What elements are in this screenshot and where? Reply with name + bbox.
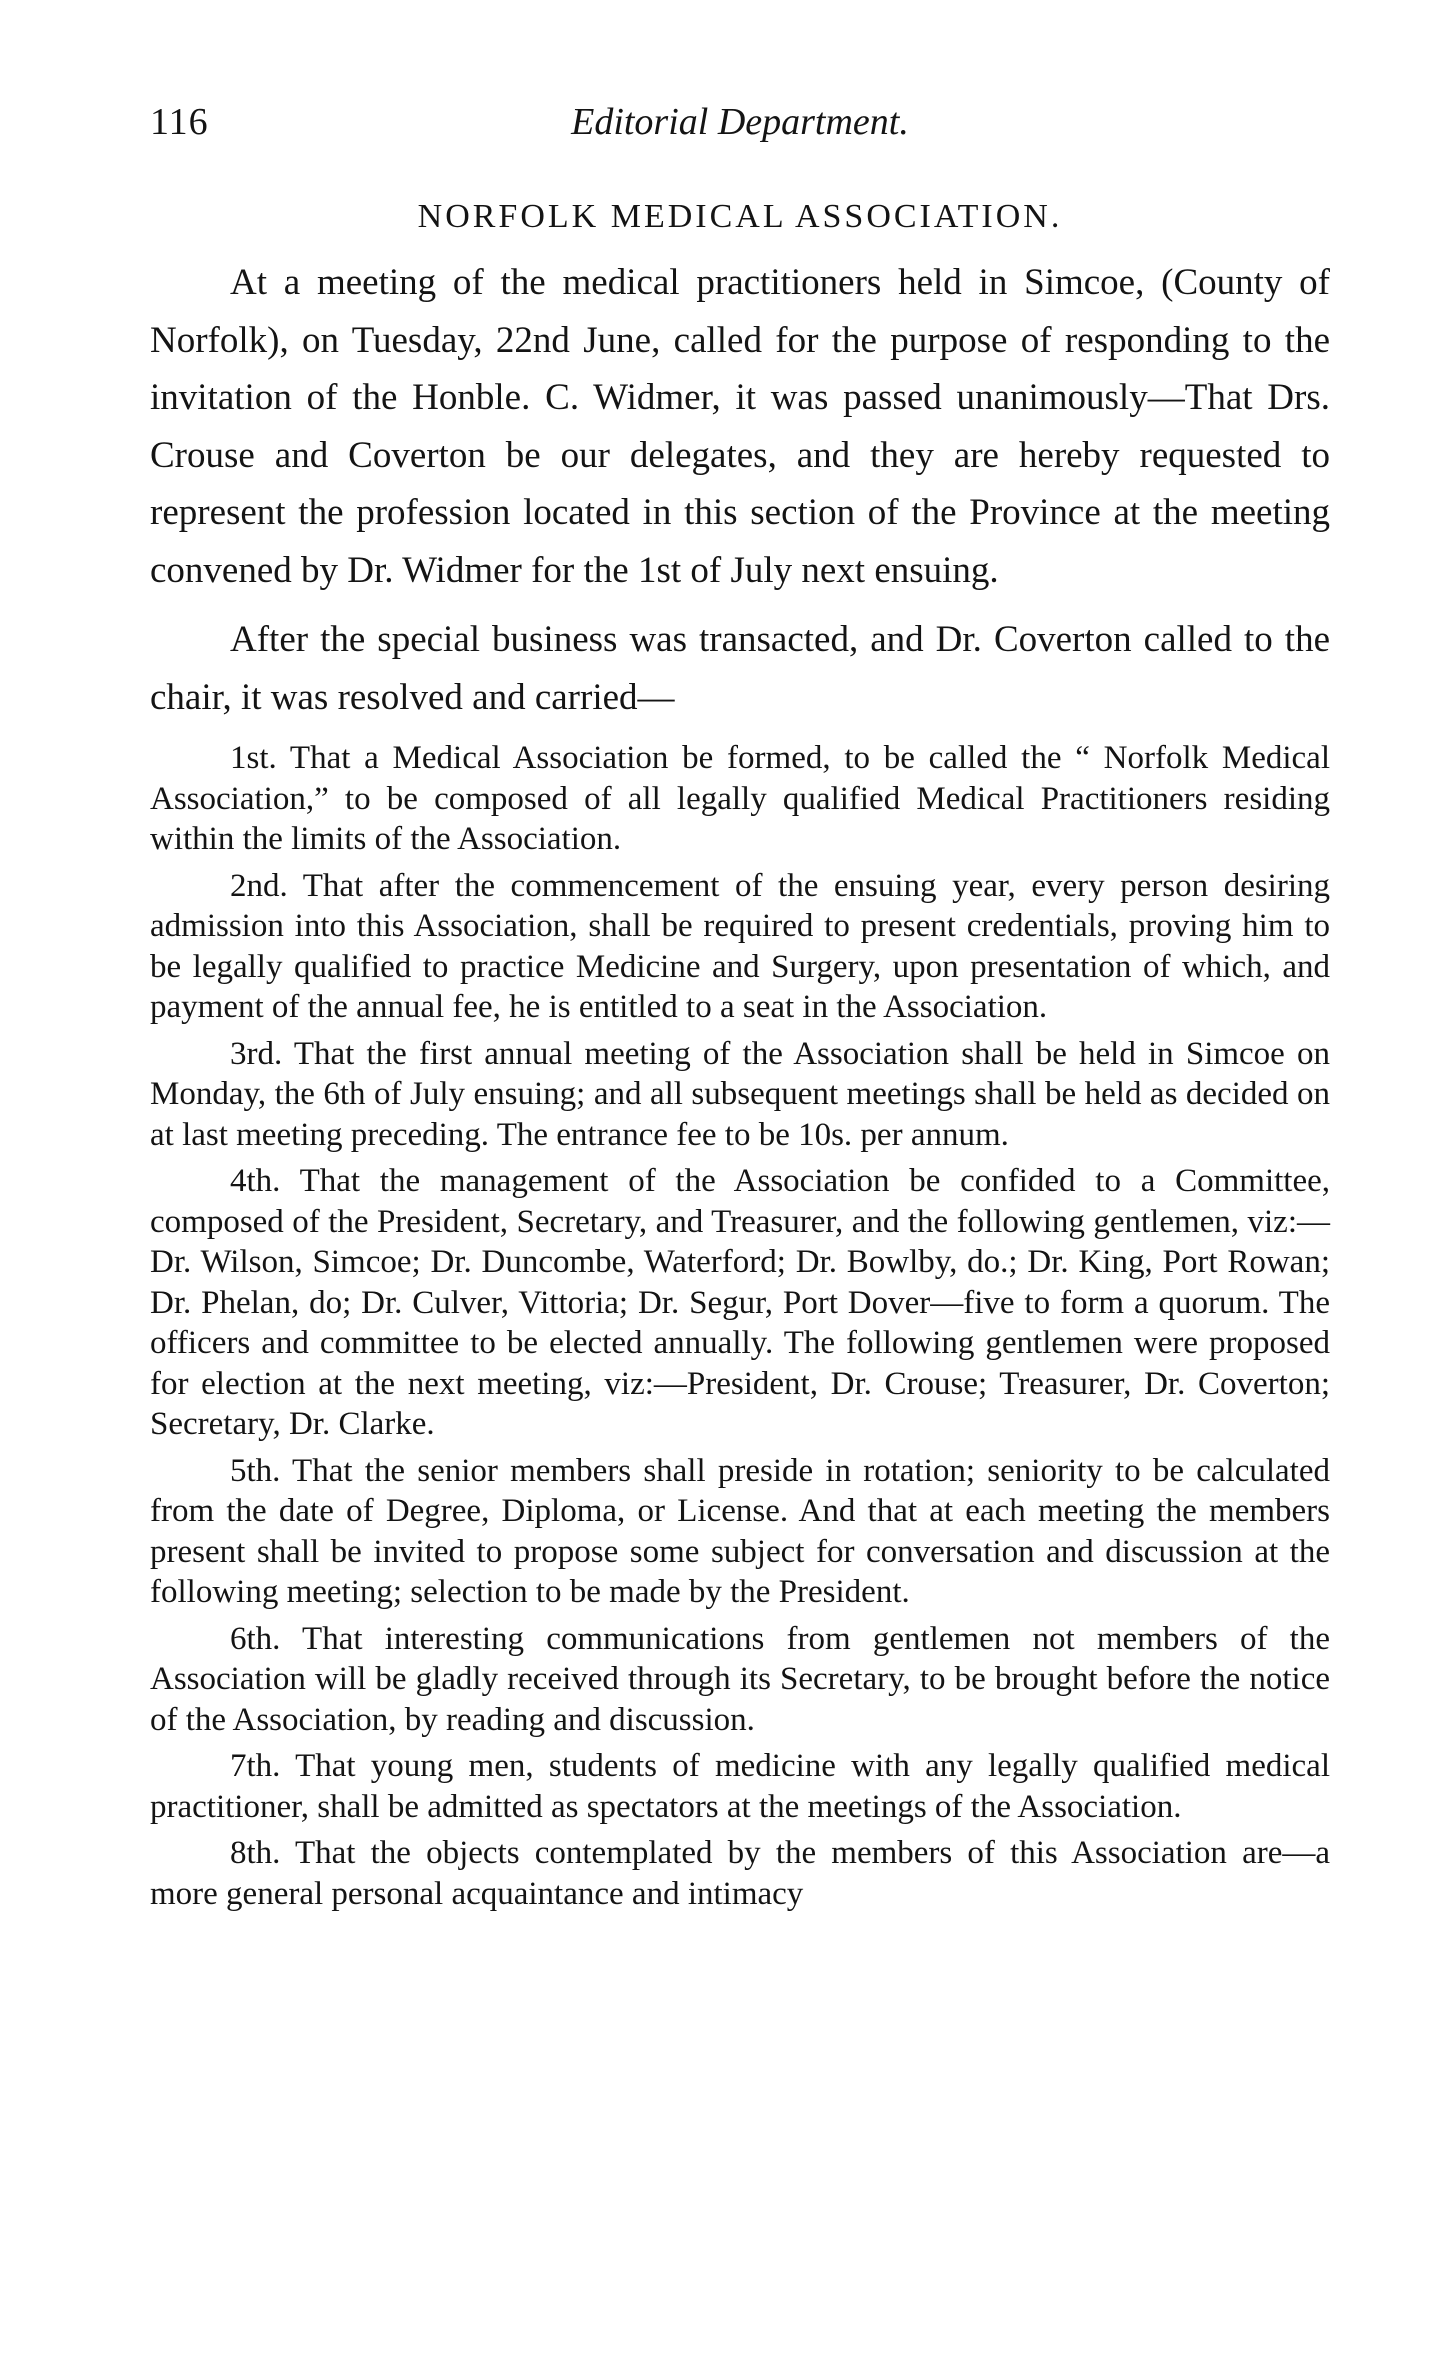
resolution-text: That the management of the Association be confided to a Committee, composed of the President, Secretary, and Treasurer, and the following gentlemen, viz:—Dr. Wilson, Simcoe; Dr. Duncombe, Waterford; Dr. Bowlby, do.; Dr. King, Port Rowan; Dr. Phelan, do; Dr. Culver, Vittoria; Dr. Segur, Port Dover—five to form a quorum. The officers and committee to be elected annually. The following gentlemen were proposed for election at the next meeting, viz:—President, Dr. Crouse; Treasurer, Dr. Coverton; Secretary, Dr. Clarke. xyxy=(150,1163,1330,1442)
resolution-paragraph xyxy=(150,866,1330,1028)
resolution-paragraph xyxy=(150,1451,1330,1613)
book-page xyxy=(150,100,1330,1920)
resolution-number: 5th. xyxy=(230,1452,281,1489)
resolution-text: That after the commencement of the ensuing year, every person desiring admission into this Association, shall be required to present credentials, proving him to be legally qualified to practice Medicine and Surgery, upon presentation of which, and payment of the annual fee, he is entitled to a seat in the Association. xyxy=(150,867,1331,1025)
resolution-number: 7th. xyxy=(230,1748,281,1784)
resolution-text: That interesting communications from gentlemen not members of the Association will be gladly received through its Secretary, to be brought before the notice of the Association, by reading and discussion. xyxy=(150,1620,1330,1738)
resolution-number: 6th. xyxy=(230,1620,281,1657)
resolution-text: That the first annual meeting of the Association shall be held in Simcoe on Monday, the 6th of July ensuing; and all subsequent meetings shall be held as decided on at last meeting preceding. The entrance fee to be 10s. per annum. xyxy=(150,1035,1330,1153)
resolution-paragraph xyxy=(150,1833,1330,1914)
resolution-number: 2nd. xyxy=(230,867,288,904)
resolution-paragraph xyxy=(150,1034,1330,1156)
running-title: Editorial Department. xyxy=(571,101,909,143)
page-number: 116 xyxy=(150,101,209,143)
resolution-number: 8th. xyxy=(230,1835,281,1871)
resolution-text: That the senior members shall preside in rotation; seniority to be calculated from the date of Degree, Diploma, or License. And that at each meeting the members present shall be invited to propose some subject for conversation and discussion at the following meeting; selection to be made by the President. xyxy=(150,1452,1330,1610)
resolution-text: That a Medical Association be formed, to be called the “ Norfolk Medical Association,” to be composed of all legally qualified Medical Practitioners residing within the limits of the Association. xyxy=(150,740,1330,857)
resolution-paragraph xyxy=(150,1746,1330,1827)
running-header xyxy=(150,100,1330,160)
article-title: NORFOLK MEDICAL ASSOCIATION. xyxy=(417,198,1063,235)
resolution-paragraph xyxy=(150,738,1330,860)
resolution-paragraph xyxy=(150,1161,1330,1445)
intro-paragraph: After the special business was transacted, and Dr. Coverton called to the chair, it was resolved and carried— xyxy=(150,619,1330,718)
resolution-number: 4th. xyxy=(230,1163,281,1199)
resolution-text: That the objects contemplated by the members of this Association are—a more general personal acquaintance and intimacy xyxy=(150,1835,1330,1912)
resolution-number: 1st. xyxy=(230,740,277,776)
resolution-text: That young men, students of medicine with any legally qualified medical practitioner, shall be admitted as spectators at the meetings of the Association. xyxy=(150,1748,1330,1825)
resolution-number: 3rd. xyxy=(230,1035,283,1072)
resolution-paragraph xyxy=(150,1619,1330,1741)
intro-paragraph: At a meeting of the medical practitioners held in Simcoe, (County of Norfolk), on Tuesday, 22nd June, called for the purpose of responding to the invitation of the Honble. C. Widmer, it was passed unanimously—That Drs. Crouse and Coverton be our delegates, and they are hereby requested to represent the profession located in this section of the Province at the meeting convened by Dr. Widmer for the 1st of July next ensuing. xyxy=(150,262,1330,591)
